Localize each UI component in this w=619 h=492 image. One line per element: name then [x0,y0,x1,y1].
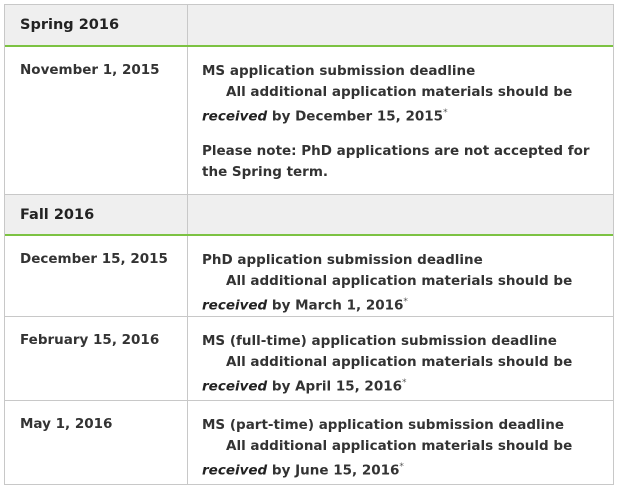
materials-line: All additional application materials should be [226,354,573,370]
received-by-date: by December 15, 2015 [267,108,444,125]
deadline-date: December 15, 2015 [5,236,188,316]
deadline-description [188,236,613,316]
received-emphasis: received [202,297,268,314]
deadline-description [188,47,613,194]
deadline-title: PhD application submission deadline [202,252,483,268]
received-by-date: by April 15, 2016 [267,378,403,395]
footnote-asterisk: * [443,108,448,118]
deadline-date: May 1, 2016 [5,401,188,484]
section-header-spring [5,5,613,45]
section-term: Fall 2016 [5,195,188,234]
deadline-title: MS (part-time) application submission deadline [202,417,565,433]
deadline-date: February 15, 2016 [5,317,188,400]
deadline-title: MS application submission deadline [202,63,476,79]
received-emphasis: received [202,378,268,395]
table-row [5,316,613,400]
footnote-asterisk: * [402,378,407,388]
table-row [5,45,613,194]
section-header-empty [188,195,613,234]
footnote-asterisk: * [399,462,404,472]
materials-line: All additional application materials should be [226,273,573,289]
section-header-fall [5,194,613,234]
deadline-description [188,401,613,484]
table-row [5,234,613,316]
deadlines-table [4,4,614,485]
section-header-empty [188,5,613,45]
section-term: Spring 2016 [5,5,188,45]
deadline-description [188,317,613,400]
received-emphasis: received [202,108,268,125]
table-row [5,400,613,484]
materials-line: All additional application materials should be [226,84,573,100]
phd-spring-note: Please note: PhD applications are not accepted for the Spring term. [202,142,590,180]
received-by-date: by March 1, 2016 [267,297,404,314]
received-by-date: by June 15, 2016 [267,462,400,479]
deadline-title: MS (full-time) application submission deadline [202,333,557,349]
received-emphasis: received [202,462,268,479]
footnote-asterisk: * [403,297,408,307]
deadline-date: November 1, 2015 [5,47,188,194]
materials-line: All additional application materials should be [226,438,573,454]
